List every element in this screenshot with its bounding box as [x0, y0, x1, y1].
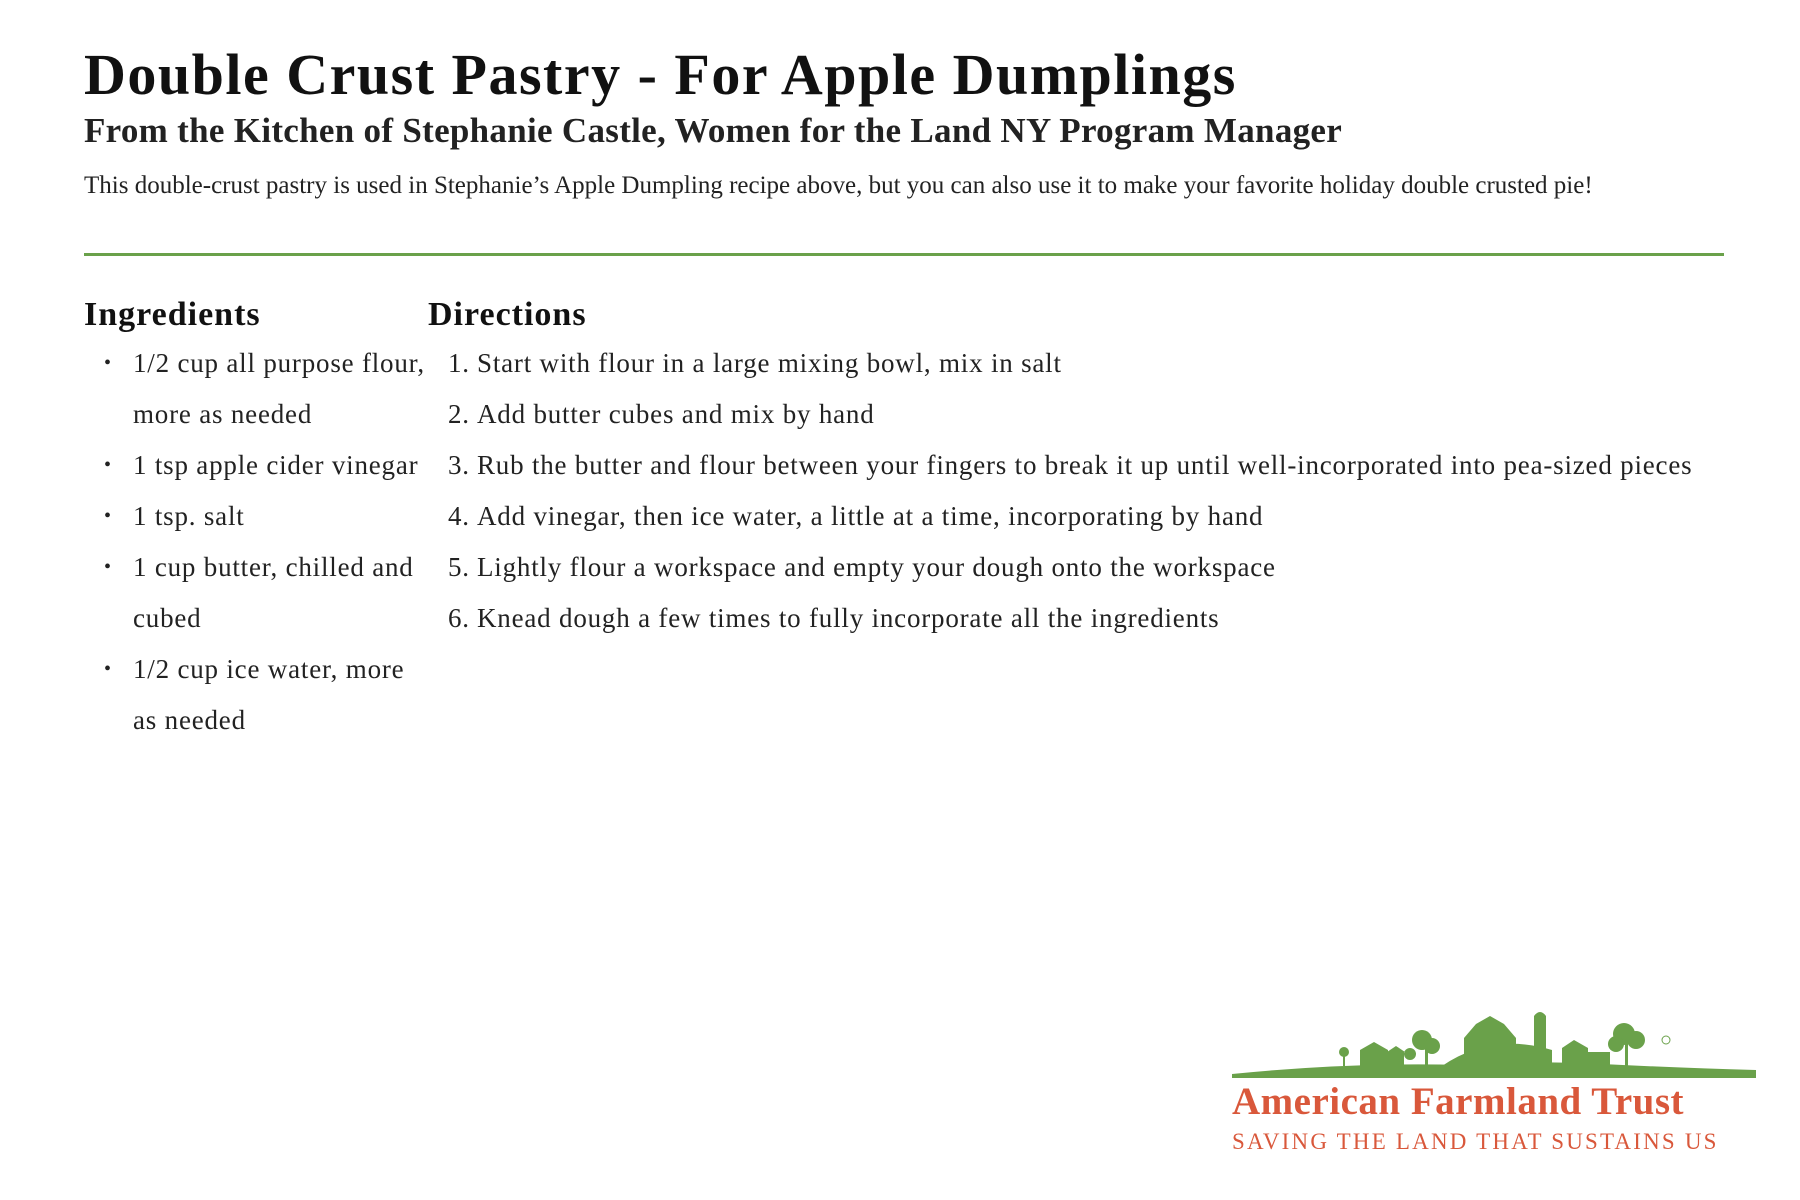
direction-step [448, 389, 1727, 440]
ingredient-text: 1/2 cup ice water, more as needed [133, 654, 405, 735]
bullet-icon: • [104, 505, 112, 527]
ingredient-item [104, 338, 433, 440]
direction-step [448, 440, 1727, 491]
ingredients-heading: Ingredients [84, 296, 261, 333]
ingredient-item [104, 440, 433, 491]
directions-heading: Directions [428, 296, 587, 333]
direction-step [448, 338, 1727, 389]
step-number: 5. [448, 552, 470, 582]
step-number: 1. [448, 348, 470, 378]
directions-list [428, 338, 1728, 644]
recipe-header [84, 40, 1724, 200]
step-number: 3. [448, 450, 470, 480]
step-number: 6. [448, 603, 470, 633]
ingredient-item [104, 644, 433, 746]
logo-name: American Farmland Trust [1232, 1080, 1685, 1123]
step-text: Knead dough a few times to fully incorporate all the ingredients [477, 603, 1220, 633]
ingredient-text: 1 tsp apple cider vinegar [133, 450, 419, 480]
ingredient-item [104, 542, 433, 644]
ingredient-text: 1 cup butter, chilled and cubed [133, 552, 414, 633]
bullet-icon: • [104, 556, 112, 578]
bullet-icon: • [104, 454, 112, 476]
ingredients-section [84, 294, 434, 746]
step-text: Add vinegar, then ice water, a little at a time, incorporating by hand [477, 501, 1264, 531]
section-divider [84, 253, 1724, 256]
intro-paragraph: This double-crust pastry is used in Stephanie’s Apple Dumpling recipe above, but you can also use it to make your favorite holiday double crusted pie! [84, 172, 1593, 199]
logo-tagline: SAVING THE LAND THAT SUSTAINS US [1232, 1129, 1719, 1154]
directions-section [428, 294, 1728, 644]
page-title: Double Crust Pastry - For Apple Dumplings [84, 42, 1237, 107]
direction-step [448, 491, 1727, 542]
farm-landscape-icon [1232, 1010, 1756, 1078]
direction-step [448, 542, 1727, 593]
ingredient-text: 1/2 cup all purpose flour, more as needed [133, 348, 425, 429]
step-number: 4. [448, 501, 470, 531]
ingredient-item [104, 491, 433, 542]
ingredient-text: 1 tsp. salt [133, 501, 245, 531]
american-farmland-trust-logo [1232, 1010, 1756, 1160]
step-text: Start with flour in a large mixing bowl, mix in salt [477, 348, 1062, 378]
step-text: Rub the butter and flour between your fingers to break it up until well-incorporated into pea-sized pieces [477, 450, 1693, 480]
bullet-icon: • [104, 658, 112, 680]
step-number: 2. [448, 399, 470, 429]
step-text: Add butter cubes and mix by hand [477, 399, 875, 429]
direction-step [448, 593, 1727, 644]
bullet-icon: • [104, 352, 112, 374]
page-subtitle: From the Kitchen of Stephanie Castle, Women for the Land NY Program Manager [84, 111, 1343, 150]
step-text: Lightly flour a workspace and empty your dough onto the workspace [477, 552, 1276, 582]
ingredients-list [84, 338, 434, 746]
